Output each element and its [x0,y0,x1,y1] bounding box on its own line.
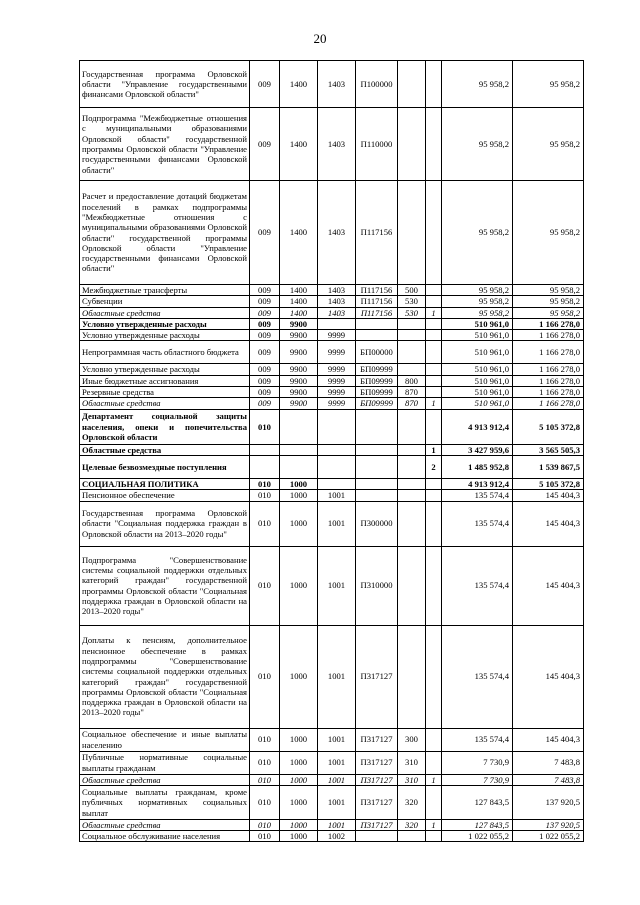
target-article-cell: П317127 [356,819,398,830]
amount-year2-cell: 145 404,3 [513,728,584,751]
table-row [80,296,584,307]
amount-year2-cell: 95 958,2 [513,296,584,307]
expense-type-cell [398,330,426,341]
target-article-cell: П317127 [356,728,398,751]
subsection-code-cell: 1001 [318,819,356,830]
amount-year1-cell: 95 958,2 [442,61,513,108]
amount-year2-cell: 145 404,3 [513,546,584,625]
table-row [80,831,584,842]
subsection-code-cell: 1001 [318,546,356,625]
table-row [80,490,584,501]
amount-year2-cell: 1 166 278,0 [513,375,584,386]
amount-year1-cell: 3 427 959,6 [442,444,513,455]
row-name-cell: Целевые безвозмездные поступления [80,455,250,478]
grbs-code-cell: 009 [250,387,280,398]
table-row [80,478,584,489]
table-row [80,398,584,409]
grbs-code-cell: 010 [250,478,280,489]
table-row [80,364,584,375]
row-name-cell: Социальные выплаты гражданам, кроме публичных нормативных социальных выплат [80,785,250,819]
subsection-code-cell: 1001 [318,490,356,501]
expense-type-cell [398,181,426,285]
amount-year1-cell: 510 961,0 [442,364,513,375]
grbs-code-cell: 010 [250,751,280,774]
table-row [80,318,584,329]
funding-source-cell [426,285,442,296]
amount-year2-cell: 95 958,2 [513,285,584,296]
expense-type-cell [398,364,426,375]
row-name-cell: Расчет и предоставление дотаций бюджетам поселений в рамках подпрограммы "Межбюджетные отношения с муниципальными образованиями Орловской области" государственной программы Орловской области "Управление государственными финансами Орловской области" [80,181,250,285]
funding-source-cell [426,108,442,181]
target-article-cell [356,444,398,455]
section-code-cell [280,455,318,478]
row-name-cell: Субвенции [80,296,250,307]
row-name-cell: Областные средства [80,774,250,785]
amount-year1-cell: 135 574,4 [442,625,513,728]
target-article-cell: БП09999 [356,364,398,375]
subsection-code-cell [318,409,356,444]
amount-year2-cell: 1 166 278,0 [513,364,584,375]
amount-year2-cell: 1 166 278,0 [513,398,584,409]
expense-type-cell [398,61,426,108]
funding-source-cell [426,341,442,364]
target-article-cell: П317127 [356,785,398,819]
section-code-cell [280,444,318,455]
expense-type-cell: 870 [398,398,426,409]
expense-type-cell [398,490,426,501]
row-name-cell: Доплаты к пенсиям, дополнительное пенсионное обеспечение в рамках подпрограммы "Совершенствование системы социальной поддержки отдельных категорий граждан" государственной программы Орловской области "Социальная поддержка граждан в Орловской области на 2013–2020 годы" [80,625,250,728]
funding-source-cell [426,785,442,819]
grbs-code-cell: 009 [250,398,280,409]
expense-type-cell [398,409,426,444]
table-body [80,61,584,842]
page-number: 20 [313,31,327,46]
amount-year2-cell: 7 483,8 [513,774,584,785]
table-row [80,341,584,364]
funding-source-cell [426,387,442,398]
amount-year2-cell: 95 958,2 [513,61,584,108]
section-code-cell: 1000 [280,751,318,774]
subsection-code-cell: 1001 [318,728,356,751]
section-code-cell: 9900 [280,375,318,386]
subsection-code-cell: 1001 [318,774,356,785]
expense-type-cell: 320 [398,785,426,819]
amount-year1-cell: 135 574,4 [442,490,513,501]
section-code-cell: 1400 [280,285,318,296]
grbs-code-cell: 009 [250,341,280,364]
funding-source-cell [426,831,442,842]
table-row [80,774,584,785]
grbs-code-cell: 009 [250,307,280,318]
section-code-cell: 1000 [280,728,318,751]
target-article-cell: П117156 [356,307,398,318]
section-code-cell: 1400 [280,108,318,181]
table-row [80,819,584,830]
amount-year1-cell: 1 485 952,8 [442,455,513,478]
expense-type-cell [398,625,426,728]
amount-year1-cell: 4 913 912,4 [442,409,513,444]
grbs-code-cell: 009 [250,364,280,375]
expense-type-cell [398,108,426,181]
grbs-code-cell: 010 [250,546,280,625]
amount-year1-cell: 510 961,0 [442,318,513,329]
target-article-cell [356,490,398,501]
row-name-cell: Социальное обеспечение и иные выплаты населению [80,728,250,751]
grbs-code-cell: 009 [250,285,280,296]
expense-type-cell: 310 [398,751,426,774]
grbs-code-cell: 009 [250,375,280,386]
table-row [80,625,584,728]
subsection-code-cell [318,455,356,478]
table-row [80,61,584,108]
grbs-code-cell: 009 [250,330,280,341]
table-row [80,330,584,341]
grbs-code-cell: 009 [250,108,280,181]
amount-year1-cell: 510 961,0 [442,398,513,409]
row-name-cell: Публичные нормативные социальные выплаты гражданам [80,751,250,774]
target-article-cell: П310000 [356,546,398,625]
table-row [80,546,584,625]
target-article-cell: БП09999 [356,375,398,386]
expense-type-cell: 870 [398,387,426,398]
section-code-cell: 9900 [280,318,318,329]
funding-source-cell [426,501,442,546]
subsection-code-cell [318,478,356,489]
target-article-cell [356,318,398,329]
funding-source-cell: 1 [426,774,442,785]
funding-source-cell [426,490,442,501]
amount-year1-cell: 510 961,0 [442,387,513,398]
row-name-cell: Межбюджетные трансферты [80,285,250,296]
section-code-cell: 1000 [280,546,318,625]
amount-year2-cell: 3 565 505,3 [513,444,584,455]
grbs-code-cell: 009 [250,181,280,285]
amount-year1-cell: 95 958,2 [442,108,513,181]
subsection-code-cell: 9999 [318,387,356,398]
amount-year1-cell: 4 913 912,4 [442,478,513,489]
table-row [80,444,584,455]
target-article-cell: П117156 [356,296,398,307]
section-code-cell: 1400 [280,307,318,318]
expense-type-cell [398,455,426,478]
row-name-cell: Непрограммная часть областного бюджета [80,341,250,364]
grbs-code-cell: 010 [250,728,280,751]
subsection-code-cell: 1001 [318,785,356,819]
amount-year1-cell: 127 843,5 [442,819,513,830]
grbs-code-cell: 010 [250,625,280,728]
amount-year2-cell: 145 404,3 [513,625,584,728]
target-article-cell: П117156 [356,181,398,285]
row-name-cell: СОЦИАЛЬНАЯ ПОЛИТИКА [80,478,250,489]
funding-source-cell [426,409,442,444]
amount-year2-cell: 1 166 278,0 [513,330,584,341]
amount-year2-cell: 5 105 372,8 [513,409,584,444]
target-article-cell [356,478,398,489]
row-name-cell: Условно утвержденные расходы [80,330,250,341]
amount-year2-cell: 95 958,2 [513,108,584,181]
funding-source-cell: 1 [426,398,442,409]
funding-source-cell [426,61,442,108]
amount-year1-cell: 135 574,4 [442,501,513,546]
amount-year1-cell: 510 961,0 [442,375,513,386]
expense-type-cell: 800 [398,375,426,386]
row-name-cell: Департамент социальной защиты населения, опеки и попечительства Орловской области [80,409,250,444]
section-code-cell: 1000 [280,819,318,830]
section-code-cell: 1400 [280,296,318,307]
amount-year1-cell: 7 730,9 [442,751,513,774]
subsection-code-cell: 1403 [318,285,356,296]
funding-source-cell [426,751,442,774]
table-row [80,181,584,285]
row-name-cell: Подпрограмма "Межбюджетные отношения с муниципальными образованиями Орловской области" государственной программы Орловской области "Управление государственными финансами Орловской области" [80,108,250,181]
funding-source-cell: 2 [426,455,442,478]
row-name-cell: Иные бюджетные ассигнования [80,375,250,386]
section-code-cell: 9900 [280,341,318,364]
section-code-cell: 1000 [280,478,318,489]
table-row [80,285,584,296]
target-article-cell [356,455,398,478]
amount-year2-cell: 95 958,2 [513,181,584,285]
section-code-cell: 9900 [280,330,318,341]
table-row [80,375,584,386]
target-article-cell: П317127 [356,751,398,774]
budget-table [79,60,584,842]
row-name-cell: Пенсионное обеспечение [80,490,250,501]
grbs-code-cell [250,444,280,455]
table-row [80,455,584,478]
amount-year2-cell: 1 166 278,0 [513,318,584,329]
expense-type-cell [398,478,426,489]
grbs-code-cell [250,455,280,478]
subsection-code-cell: 9999 [318,330,356,341]
grbs-code-cell: 009 [250,318,280,329]
funding-source-cell [426,728,442,751]
subsection-code-cell: 1001 [318,501,356,546]
amount-year1-cell: 95 958,2 [442,296,513,307]
subsection-code-cell: 9999 [318,341,356,364]
section-code-cell: 1400 [280,61,318,108]
amount-year1-cell: 127 843,5 [442,785,513,819]
funding-source-cell: 1 [426,307,442,318]
row-name-cell: Социальное обслуживание населения [80,831,250,842]
target-article-cell: БП00000 [356,341,398,364]
grbs-code-cell: 010 [250,819,280,830]
section-code-cell: 9900 [280,387,318,398]
expense-type-cell [398,318,426,329]
funding-source-cell: 1 [426,444,442,455]
amount-year2-cell: 1 166 278,0 [513,341,584,364]
subsection-code-cell: 1403 [318,296,356,307]
funding-source-cell [426,478,442,489]
subsection-code-cell: 1403 [318,307,356,318]
expense-type-cell: 530 [398,296,426,307]
row-name-cell: Областные средства [80,819,250,830]
subsection-code-cell: 1403 [318,61,356,108]
amount-year2-cell: 7 483,8 [513,751,584,774]
row-name-cell: Областные средства [80,444,250,455]
grbs-code-cell: 010 [250,774,280,785]
target-article-cell [356,409,398,444]
amount-year2-cell: 137 920,5 [513,785,584,819]
amount-year2-cell: 1 166 278,0 [513,387,584,398]
amount-year1-cell: 7 730,9 [442,774,513,785]
subsection-code-cell: 9999 [318,398,356,409]
expense-type-cell [398,341,426,364]
table-row [80,728,584,751]
expense-type-cell: 530 [398,307,426,318]
funding-source-cell [426,375,442,386]
grbs-code-cell: 010 [250,831,280,842]
expense-type-cell: 320 [398,819,426,830]
amount-year1-cell: 1 022 055,2 [442,831,513,842]
row-name-cell: Подпрограмма "Совершенствование системы социальной поддержки отдельных категорий граждан" государственной программы Орловской области "Социальная поддержка граждан в Орловской области на 2013–2020 годы" [80,546,250,625]
expense-type-cell: 500 [398,285,426,296]
target-article-cell: П317127 [356,625,398,728]
section-code-cell: 1000 [280,501,318,546]
subsection-code-cell: 1403 [318,108,356,181]
grbs-code-cell: 009 [250,296,280,307]
table-row [80,409,584,444]
amount-year1-cell: 510 961,0 [442,341,513,364]
table-row [80,307,584,318]
grbs-code-cell: 010 [250,490,280,501]
amount-year1-cell: 135 574,4 [442,546,513,625]
expense-type-cell: 310 [398,774,426,785]
subsection-code-cell: 9999 [318,364,356,375]
expense-type-cell [398,444,426,455]
section-code-cell: 1000 [280,490,318,501]
funding-source-cell [426,330,442,341]
table-row [80,785,584,819]
funding-source-cell [426,364,442,375]
amount-year2-cell: 95 958,2 [513,307,584,318]
amount-year1-cell: 95 958,2 [442,307,513,318]
target-article-cell: П300000 [356,501,398,546]
table-row [80,501,584,546]
amount-year1-cell: 95 958,2 [442,181,513,285]
amount-year1-cell: 95 958,2 [442,285,513,296]
section-code-cell: 1400 [280,181,318,285]
funding-source-cell [426,546,442,625]
funding-source-cell: 1 [426,819,442,830]
row-name-cell: Условно утвержденные расходы [80,318,250,329]
expense-type-cell: 300 [398,728,426,751]
grbs-code-cell: 009 [250,61,280,108]
target-article-cell: БП09999 [356,398,398,409]
section-code-cell: 1000 [280,625,318,728]
table-row [80,387,584,398]
row-name-cell: Условно утвержденные расходы [80,364,250,375]
section-code-cell: 9900 [280,364,318,375]
target-article-cell: П110000 [356,108,398,181]
grbs-code-cell: 010 [250,501,280,546]
grbs-code-cell: 010 [250,409,280,444]
section-code-cell: 1000 [280,785,318,819]
amount-year2-cell: 137 920,5 [513,819,584,830]
target-article-cell [356,330,398,341]
section-code-cell: 1000 [280,774,318,785]
amount-year1-cell: 135 574,4 [442,728,513,751]
expense-type-cell [398,831,426,842]
funding-source-cell [426,625,442,728]
subsection-code-cell: 9999 [318,375,356,386]
section-code-cell: 9900 [280,398,318,409]
grbs-code-cell: 010 [250,785,280,819]
subsection-code-cell [318,444,356,455]
expense-type-cell [398,501,426,546]
section-code-cell [280,409,318,444]
amount-year2-cell: 145 404,3 [513,490,584,501]
subsection-code-cell: 1002 [318,831,356,842]
row-name-cell: Областные средства [80,398,250,409]
row-name-cell: Резервные средства [80,387,250,398]
expense-type-cell [398,546,426,625]
target-article-cell: БП09999 [356,387,398,398]
row-name-cell: Областные средства [80,307,250,318]
section-code-cell: 1000 [280,831,318,842]
table-row [80,108,584,181]
target-article-cell: П117156 [356,285,398,296]
subsection-code-cell: 1001 [318,625,356,728]
amount-year2-cell: 5 105 372,8 [513,478,584,489]
amount-year2-cell: 145 404,3 [513,501,584,546]
table-row [80,751,584,774]
target-article-cell: П317127 [356,774,398,785]
target-article-cell [356,831,398,842]
amount-year2-cell: 1 022 055,2 [513,831,584,842]
subsection-code-cell: 1001 [318,751,356,774]
row-name-cell: Государственная программа Орловской области "Социальная поддержка граждан в Орловской области на 2013–2020 годы" [80,501,250,546]
funding-source-cell [426,296,442,307]
amount-year1-cell: 510 961,0 [442,330,513,341]
funding-source-cell [426,318,442,329]
funding-source-cell [426,181,442,285]
target-article-cell: П100000 [356,61,398,108]
amount-year2-cell: 1 539 867,5 [513,455,584,478]
row-name-cell: Государственная программа Орловской области "Управление государственными финансами Орловской области" [80,61,250,108]
subsection-code-cell: 1403 [318,181,356,285]
subsection-code-cell [318,318,356,329]
